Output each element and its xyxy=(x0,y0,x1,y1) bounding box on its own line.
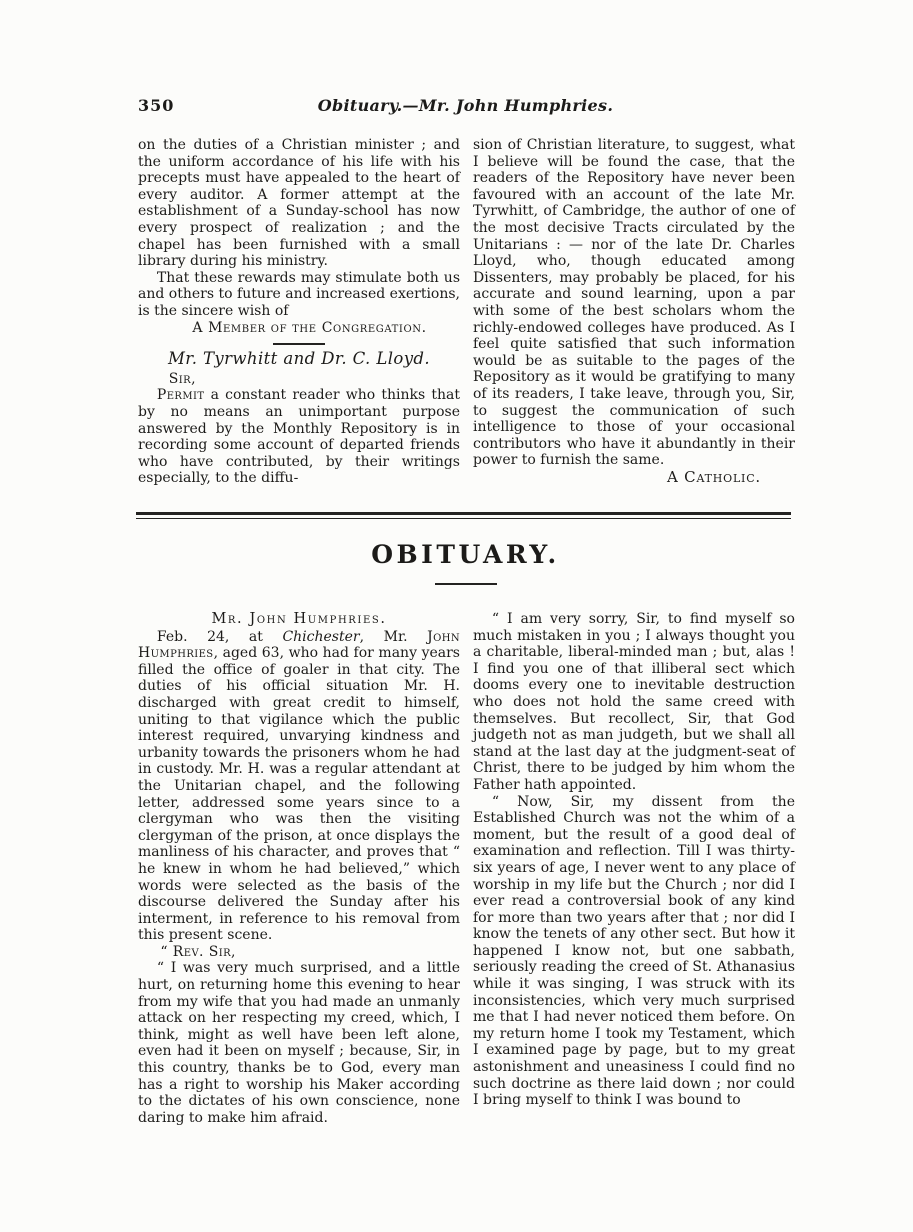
obituary-section-title: OBITUARY. xyxy=(371,540,560,569)
permit-paragraph-rest: a constant reader who thinks that by no means an unimportant purpose answered by the Monthly Repository is in recording some account of departed friends who have contributed, by their writings especially, to the diffu- xyxy=(138,387,460,487)
continuation-paragraph: on the duties of a Christian minister ; and the uniform accordance of his life with his precepts must have appealed to the heart of every auditor. A former attempt at the establishment of a Sunday-school has now every prospect of realization ; and the chapel has been furnished with a small library during his ministry. xyxy=(138,137,460,270)
obit-p1-rest: , aged 63, who had for many years filled the office of goaler in that city. The duties of his official situation Mr. H. discharged with great credit to himself, uniting to that vigilance which the public interest required, unvarying kindness and urbanity towards the prisoners whom he had in custody. Mr. H. was a regular attendant at the Unitarian chapel, and the following letter, addressed some years since to a clergyman who was then the visiting clergyman of the prison, at once displays the manliness of his character, and proves that “ he knew in whom he had believed,” which words were selected as the basis of the discourse delivered the Sunday after his interment, in reference to his removal from this present scene. xyxy=(138,645,460,944)
letter-salutation-rev-sir xyxy=(138,944,460,961)
letter-body-paragraph-2: “ I am very sorry, Sir, to find myself so much mistaken in you ; I always thought you a charitable, liberal-minded man ; but, alas ! I find you one of that illiberal sect which dooms every one to inevitable destruction who does not hold the same creed with themselves. But recollect, Sir, that God judgeth not as man judgeth, but we shall all stand at the last day at the judgment-seat of Christ, there to be judged by him whom the Father hath appointed. xyxy=(473,611,795,793)
lead-word-permit: Permit xyxy=(156,387,205,404)
letter-heading-tyrwhitt-lloyd: Mr. Tyrwhitt and Dr. C. Lloyd. xyxy=(167,349,431,369)
rewards-paragraph: That these rewards may stimulate both us and others to future and increased exertions, is the sincere wish of xyxy=(138,269,460,319)
obit-p1-name: John Humphries xyxy=(138,628,460,662)
congregation-signature: A Member of the Congregation. xyxy=(192,319,427,336)
letter-divider-rule xyxy=(273,343,325,345)
obituary-section xyxy=(138,611,795,1126)
obituary-entry-heading: Mr. John Humphries. xyxy=(211,611,387,627)
letter-body-paragraph-3: “ Now, Sir, my dissent from the Established Church was not the whim of a moment, but the result of a good deal of examination and reflection. Till I was thirty-six years of age, I never went to any place of worship in my life but the Church ; nor did I ever read a controversial book of any kind for more than two years after that ; nor did I know the tenets of any other sect. But how it happened I know not, but one sabbath, seriously reading the creed of St. Athanasius while it was singing, I was struck with its inconsistencies, which very much surprised me that I had never noticed them before. On my return home I took my Testament, which I examined page by page, but to my great astonishment and uneasiness I could find no such doctrine as there laid down ; nor could I bring myself to think I was bound to xyxy=(473,793,795,1109)
catholic-signature: A Catholic. xyxy=(666,467,761,486)
page-number: 350 xyxy=(138,96,175,115)
obituary-opening-paragraph xyxy=(138,629,460,944)
salutation-lead: “ Rev. xyxy=(160,943,209,960)
letter-salutation: Sir, xyxy=(168,370,196,387)
obituary-right-column xyxy=(473,611,795,1126)
obituary-title-rule xyxy=(435,583,497,585)
running-title: Obituary.—Mr. John Humphries. xyxy=(317,96,614,115)
obituary-left-column xyxy=(138,611,460,1126)
letters-right-column xyxy=(473,137,795,487)
obit-p1-place: Chichester xyxy=(282,628,360,645)
permit-paragraph xyxy=(138,387,460,487)
obit-p1-mid: , Mr. xyxy=(359,628,428,645)
letters-section xyxy=(138,137,795,487)
letter-body-paragraph-1: “ I was very much surprised, and a little hurt, on returning home this evening to hear from my wife that you had made an unmanly attack on her respecting my creed, which, I think, might as well have been left alone, even had it been on myself ; because, Sir, in this country, thanks be to God, every man has a right to worship his Maker according to the dictates of his own conscience, none daring to make him afraid. xyxy=(138,960,460,1126)
page-header xyxy=(138,96,793,118)
section-double-rule xyxy=(136,512,791,519)
obituary-banner xyxy=(138,540,793,585)
continuation-paragraph: sion of Christian literature, to suggest, what I believe will be found the case, that the readers of the Repository have never been favoured with an account of the late Mr. Tyrwhitt, of Cambridge, the author of one of the most decisive Tracts circulated by the Unitarians : — nor of the late Dr. Charles Lloyd, who, though educated among Dissenters, may probably be placed, for his accurate and sound learning, upon a par with some of the best scholars whom the richly-endowed colleges have produced. As I feel quite satisfied that such information would be as suitable to the pages of the Repository as it would be gratifying to many of its readers, I take leave, through you, Sir, to suggest the communication of such intelligence to those of your occasional contributors who have it abundantly in their power to furnish the same. xyxy=(473,137,795,469)
salutation-name: Sir, xyxy=(208,943,236,960)
obit-p1-date: Feb. 24, at xyxy=(156,628,283,645)
letters-left-column xyxy=(138,137,460,487)
